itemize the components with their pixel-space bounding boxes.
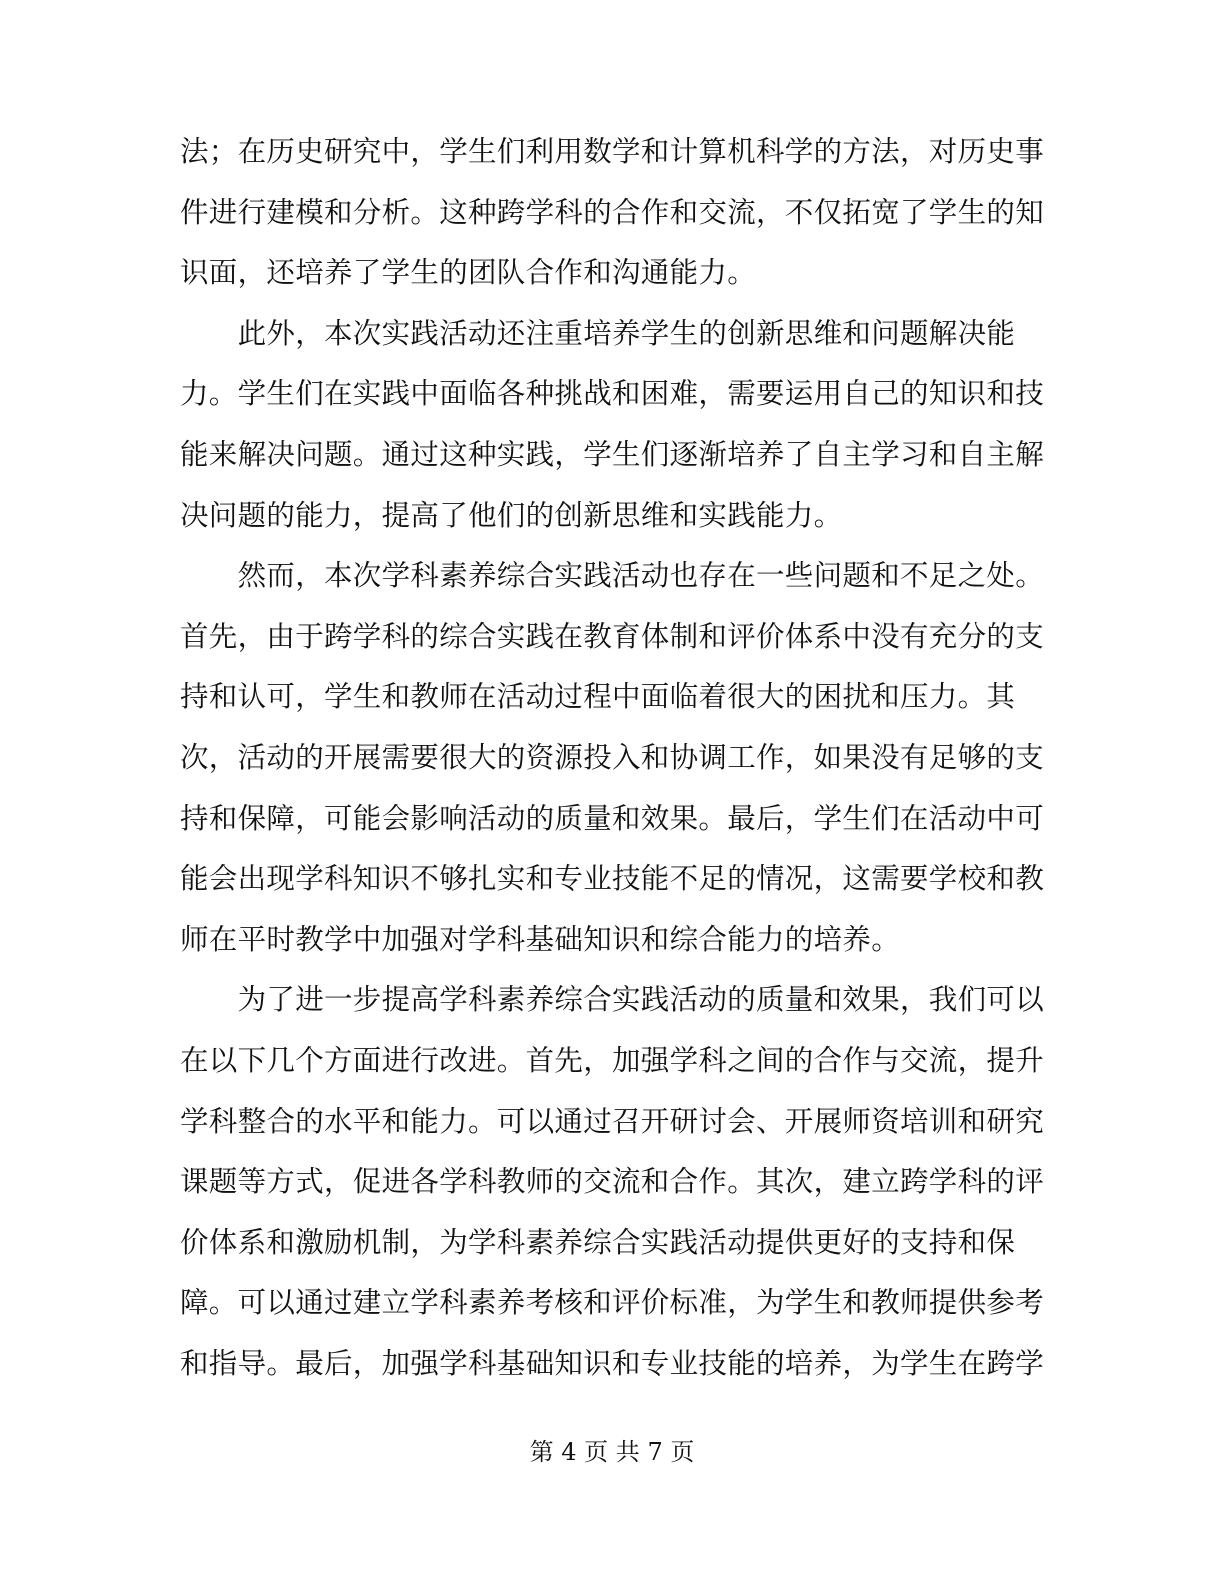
text-line: 决问题的能力，提高了他们的创新思维和实践能力。 bbox=[180, 498, 843, 532]
text-line: 持和认可，学生和教师在活动过程中面临着很大的困扰和压力。其 bbox=[180, 680, 1016, 714]
text-line: 能会出现学科知识不够扎实和专业技能不足的情况，这需要学校和教 bbox=[180, 862, 1045, 896]
text-line: 然而，本次学科素养综合实践活动也存在一些问题和不足之处。 bbox=[180, 559, 1045, 593]
text-line: 和指导。最后，加强学科基础知识和专业技能的培养，为学生在跨学 bbox=[180, 1346, 1045, 1380]
text-line: 次，活动的开展需要很大的资源投入和协调工作，如果没有足够的支 bbox=[180, 740, 1045, 774]
text-line: 能来解决问题。通过这种实践，学生们逐渐培养了自主学习和自主解 bbox=[180, 437, 1045, 471]
text-line: 法；在历史研究中，学生们利用数学和计算机科学的方法，对历史事 bbox=[180, 135, 1045, 168]
text-line: 学科整合的水平和能力。可以通过召开研讨会、开展师资培训和研究 bbox=[180, 1104, 1045, 1138]
text-line: 师在平时教学中加强对学科基础知识和综合能力的培养。 bbox=[180, 922, 901, 956]
page-number-footer: 第 4 页 共 7 页 bbox=[529, 1438, 695, 1466]
text-line: 力。学生们在实践中面临各种挑战和困难，需要运用自己的知识和技 bbox=[180, 377, 1045, 411]
text-line: 课题等方式，促进各学科教师的交流和合作。其次，建立跨学科的评 bbox=[180, 1165, 1045, 1199]
paragraph-1 bbox=[180, 122, 1045, 304]
text-line: 为了进一步提高学科素养综合实践活动的质量和效果，我们可以 bbox=[180, 983, 1045, 1017]
paragraph-2 bbox=[180, 304, 1045, 546]
text-line: 持和保障，可能会影响活动的质量和效果。最后，学生们在活动中可 bbox=[180, 801, 1045, 835]
text-line: 价体系和激励机制，为学科素养综合实践活动提供更好的支持和保 bbox=[180, 1225, 1016, 1259]
text-line: 障。可以通过建立学科素养考核和评价标准，为学生和教师提供参考 bbox=[180, 1286, 1045, 1320]
text-line: 识面，还培养了学生的团队合作和沟通能力。 bbox=[180, 256, 757, 290]
text-line: 首先，由于跨学科的综合实践在教育体制和评价体系中没有充分的支 bbox=[180, 619, 1045, 653]
paragraph-3 bbox=[180, 546, 1045, 970]
body-text bbox=[180, 122, 1045, 1394]
text-line: 此外，本次实践活动还注重培养学生的创新思维和问题解决能 bbox=[180, 316, 1016, 350]
text-line: 件进行建模和分析。这种跨学科的合作和交流，不仅拓宽了学生的知 bbox=[180, 195, 1045, 229]
paragraph-4 bbox=[180, 970, 1045, 1394]
text-line: 在以下几个方面进行改进。首先，加强学科之间的合作与交流，提升 bbox=[180, 1043, 1045, 1077]
